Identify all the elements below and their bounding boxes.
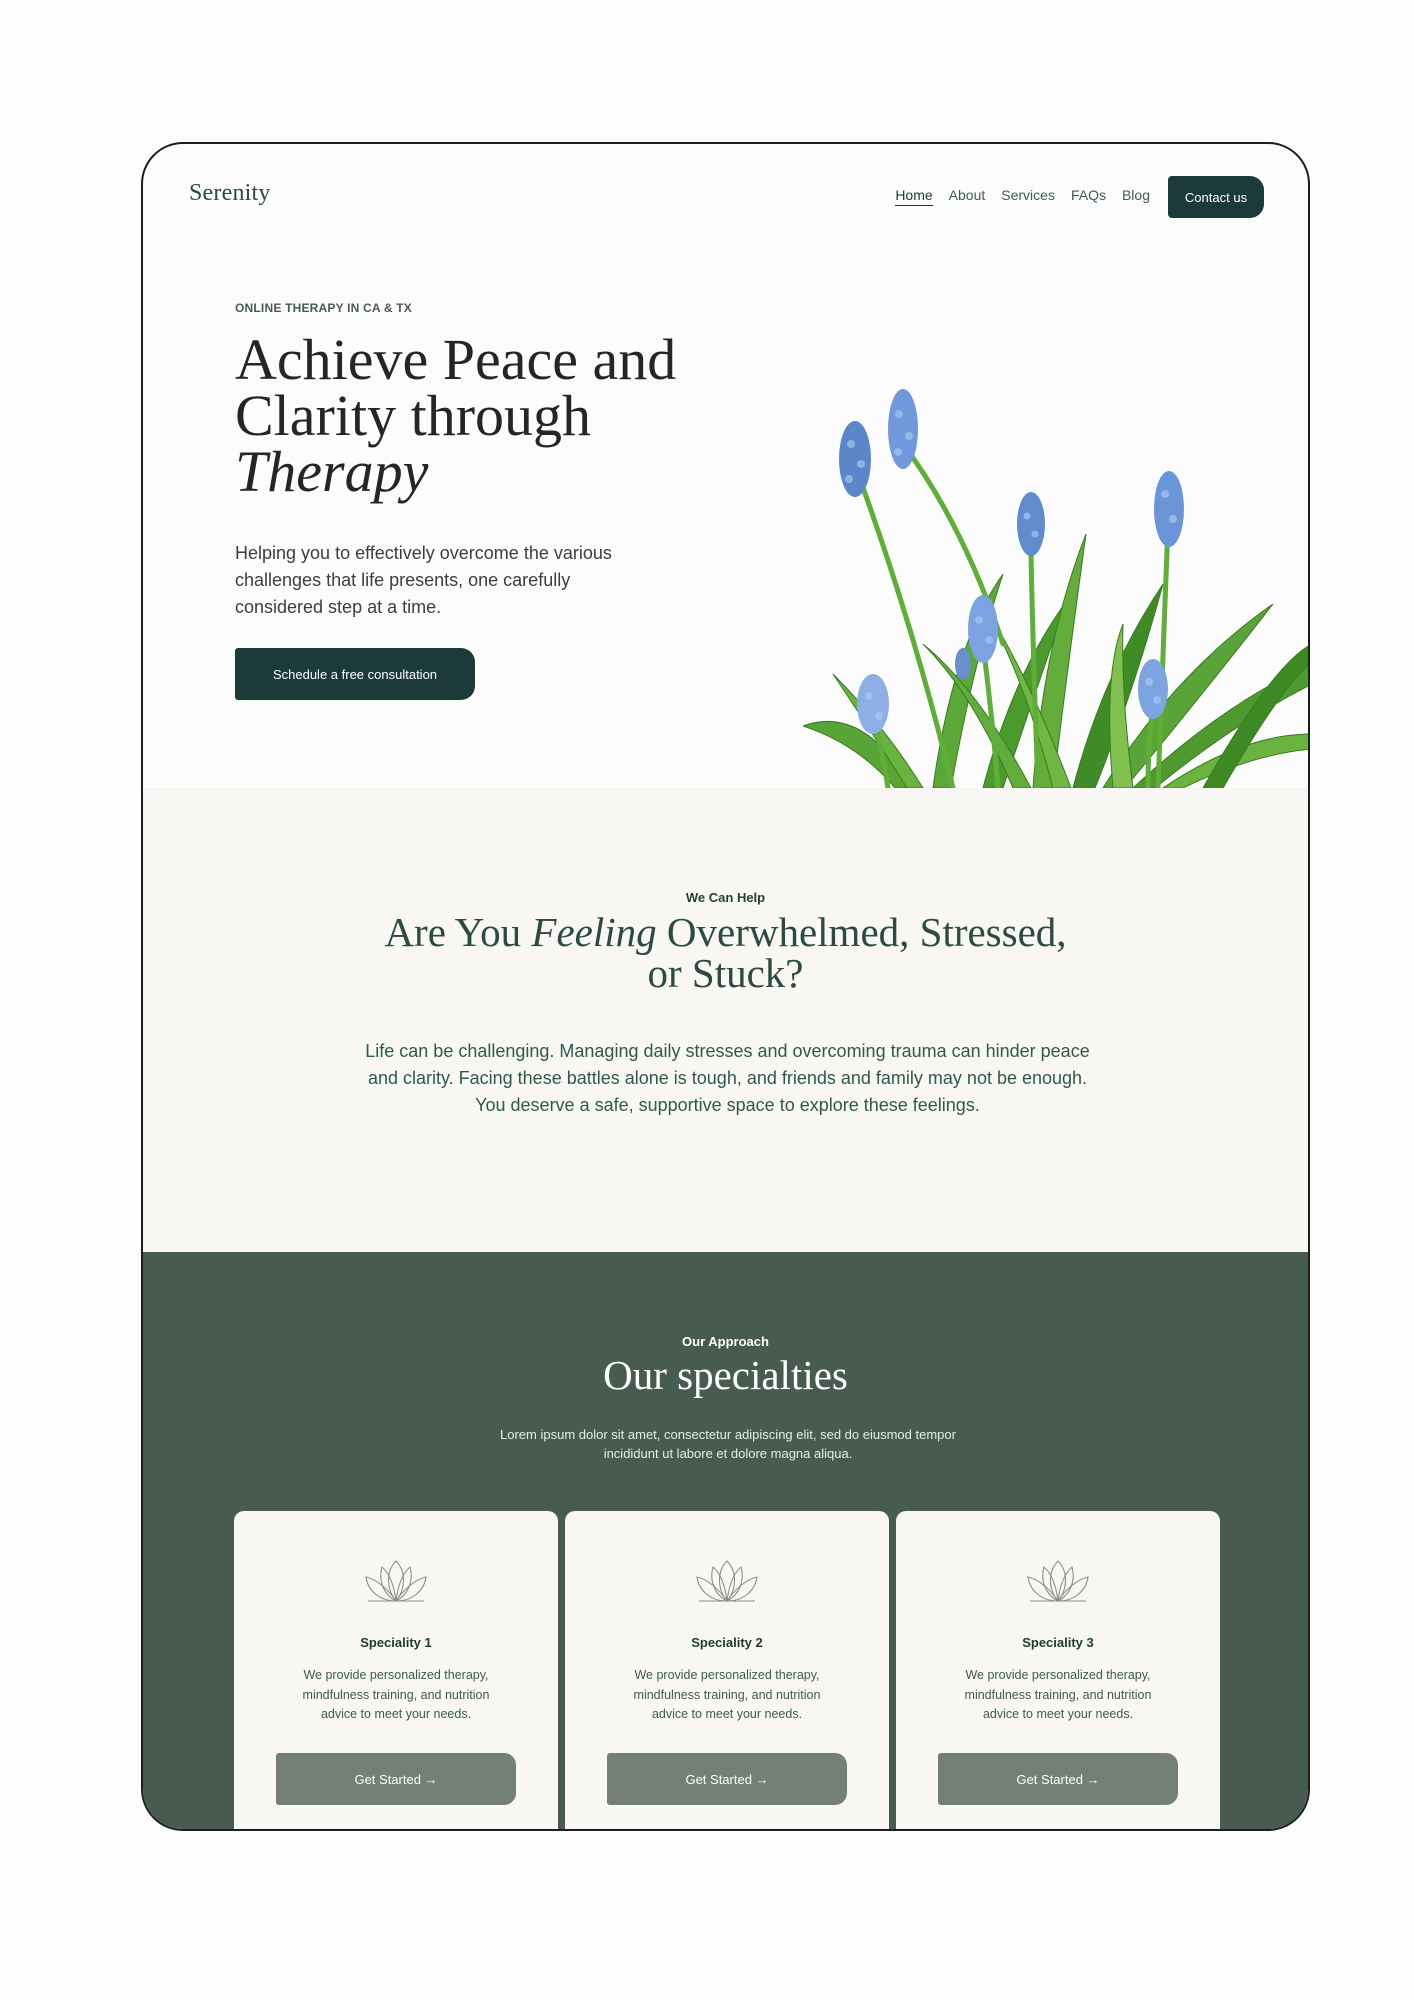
speciality-card-3 (896, 1511, 1220, 1831)
help-body: Life can be challenging. Managing daily stresses and overcoming trauma can hinder peace and clarity. Facing these battles alone is tough, and friends and family may not be enough. You deserve a safe, supportive space to explore these feelings. (365, 1041, 1090, 1115)
hero-title-line-3: Therapy (235, 439, 429, 504)
contact-button[interactable]: Contact us (1168, 176, 1264, 218)
specialties-title: Our specialties (603, 1352, 848, 1398)
help-title-line-2: or Stuck? (647, 950, 804, 996)
hero-title-line-2: Clarity through (235, 383, 592, 448)
speciality-card-text: We provide personalized therapy, mindfulness training, and nutrition advice to meet your needs. (302, 1668, 490, 1721)
top-nav (143, 144, 1308, 254)
get-started-button[interactable]: Get Started → (276, 1753, 516, 1805)
hero-eyebrow: ONLINE THERAPY IN CA & TX (235, 301, 413, 315)
nav-about-link[interactable]: About (948, 187, 986, 203)
speciality-card-1 (234, 1511, 558, 1831)
specialties-section (143, 1252, 1308, 1831)
nav-home-link[interactable]: Home (895, 187, 932, 206)
get-started-button[interactable]: Get Started → (607, 1753, 847, 1805)
browser-frame (141, 142, 1310, 1831)
nav-faqs-link[interactable]: FAQs (1070, 187, 1106, 203)
speciality-card-text: We provide personalized therapy, mindfulness training, and nutrition advice to meet your needs. (964, 1668, 1152, 1721)
help-eyebrow: We Can Help (685, 890, 766, 905)
schedule-consultation-button[interactable]: Schedule a free consultation (235, 648, 475, 700)
grape-hyacinth-plant-image (803, 344, 1310, 788)
hero-title-line-1: Achieve Peace and (235, 327, 677, 392)
hero-title (235, 327, 795, 504)
speciality-card-title: Speciality 2 (691, 1635, 763, 1650)
speciality-card-title: Speciality 3 (1022, 1635, 1094, 1650)
help-title-part-2: Overwhelmed, Stressed, (656, 909, 1067, 955)
lotus-icon (1024, 1557, 1092, 1605)
nav-blog-link[interactable]: Blog (1121, 187, 1150, 203)
help-title-italic: Feeling (531, 909, 657, 955)
hero-section (143, 144, 1308, 788)
logo[interactable]: Serenity (189, 180, 271, 206)
speciality-card-text: We provide personalized therapy, mindfulness training, and nutrition advice to meet your needs. (633, 1668, 821, 1721)
specialties-subtitle: Lorem ipsum dolor sit amet, consectetur adipiscing elit, sed do eiusmod tempor incididunt ut labore et dolore magna aliqua. (500, 1427, 956, 1461)
help-title-line-1 (143, 909, 1308, 955)
help-title (143, 909, 1308, 996)
nav-links (895, 187, 1150, 206)
we-can-help-section (143, 788, 1308, 1252)
speciality-card-title: Speciality 1 (360, 1635, 432, 1650)
get-started-button[interactable]: Get Started → (938, 1753, 1178, 1805)
specialties-eyebrow: Our Approach (682, 1334, 769, 1349)
lotus-icon (693, 1557, 761, 1605)
help-title-part-1: Are You (384, 909, 532, 955)
hero-subtitle: Helping you to effectively overcome the various challenges that life presents, one carefully considered step at a time. (235, 543, 612, 617)
speciality-card-2 (565, 1511, 889, 1831)
lotus-icon (362, 1557, 430, 1605)
nav-services-link[interactable]: Services (1001, 187, 1055, 203)
